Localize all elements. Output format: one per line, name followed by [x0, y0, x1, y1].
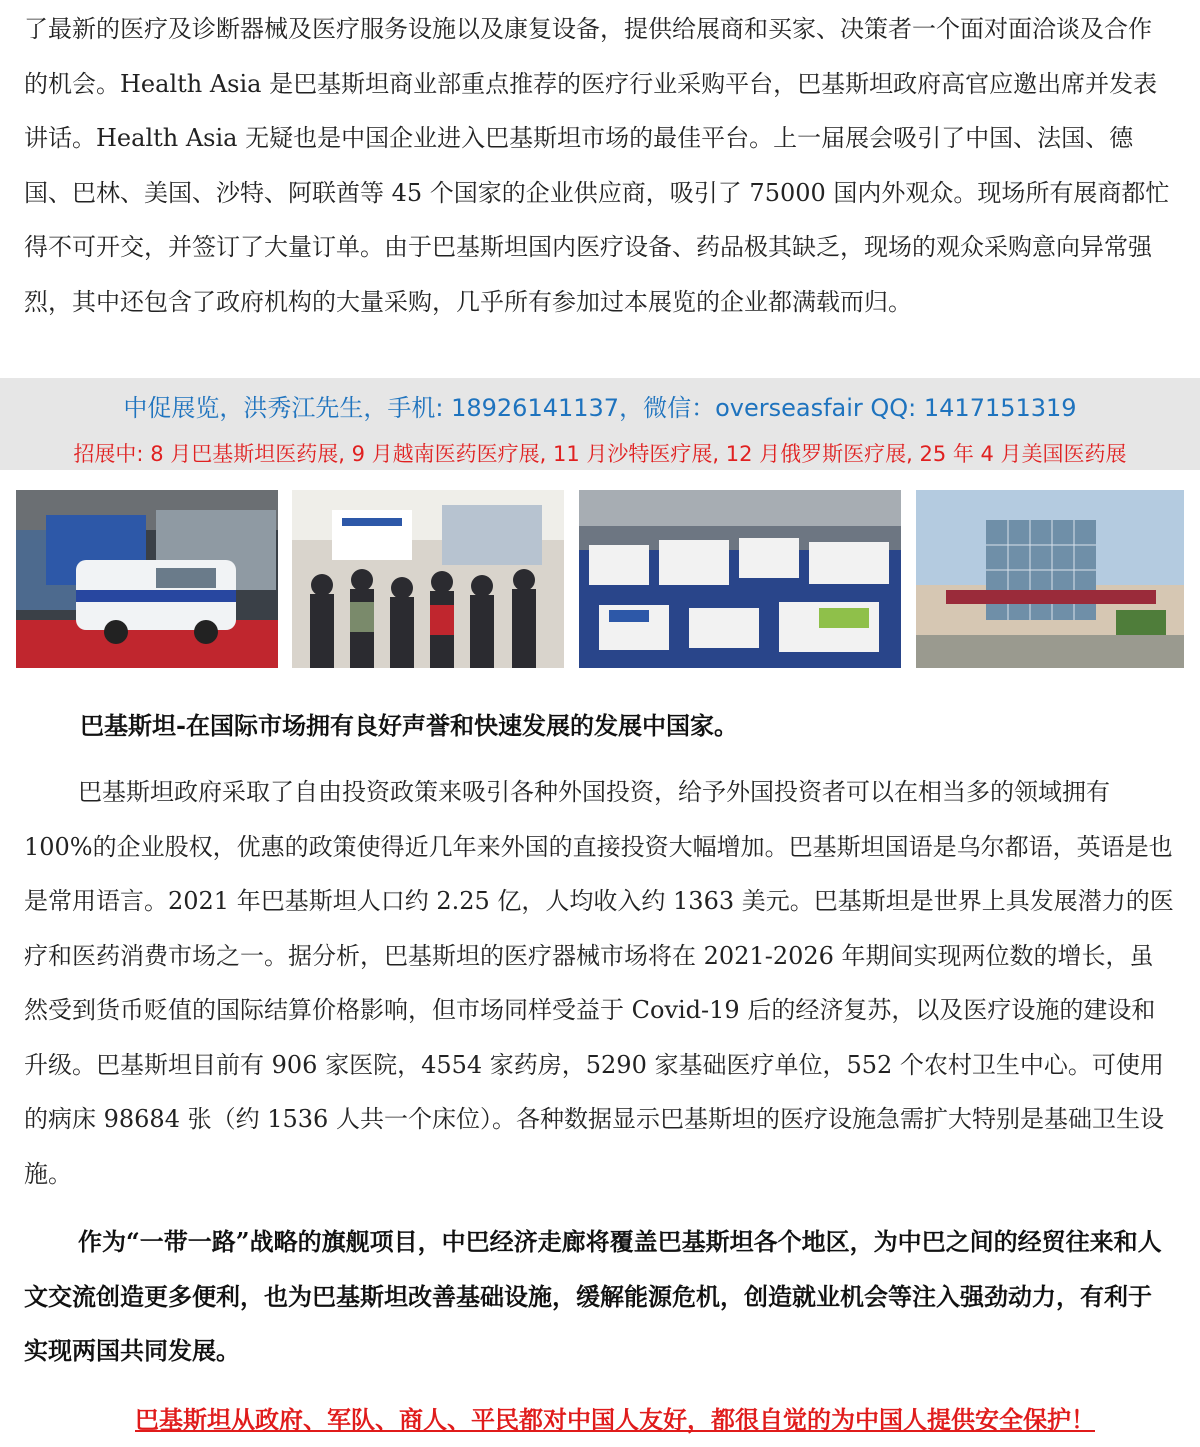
belt-road-paragraph: 作为“一带一路”战略的旗舰项目，中巴经济走廊将覆盖巴基斯坦各个地区，为中巴之间的经贸往来和人文交流创造更多便利，也为巴基斯坦改善基础设施，缓解能源危机，创造就业机会等注入强劲动力，有利于实现两国共同发展。 [24, 1227, 1162, 1365]
photo-exhibition-hall [579, 490, 901, 668]
photo-crowd-visitors [292, 490, 564, 668]
photo-ambulance-booth [16, 490, 278, 668]
photo-expo-centre-building [916, 490, 1184, 668]
contact-line: 中促展览，洪秀江先生，手机: 18926141137，微信：overseasfair QQ: 1417151319 [123, 394, 1077, 422]
market-paragraph: 巴基斯坦政府采取了自由投资政策来吸引各种外国投资，给予外国投资者可以在相当多的领域拥有 100%的企业股权，优惠的政策使得近几年来外国的直接投资大幅增加。巴基斯坦国语是乌尔都语，英语是也是常用语言。2021 年巴基斯坦人口约 2.25 亿，人均收入约 1363 美元。巴基斯坦是世界上具发展潜力的医疗和医药消费市场之一。据分析，巴基斯坦的医疗器械市场将在 2021-2026 年期间实现两位数的增长，虽然受到货币贬值的国际结算价格影响，但市场同样受益于 Covid-19 后的经济复苏，以及医疗设施的建设和升级。巴基斯坦目前有 906 家医院，4554 家药房，5290 家基础医疗单位，552 个农村卫生中心。可使用的病床 98684 张（约 1536 人共一个床位）。各种数据显示巴基斯坦的医疗设施急需扩大特别是基础卫生设施。 [24, 778, 1174, 1188]
recruitment-line: 招展中: 8 月巴基斯坦医药展, 9 月越南医药医疗展, 11 月沙特医疗展, 12 月俄罗斯医疗展, 25 年 4 月美国医药展 [73, 442, 1127, 466]
section-heading: 巴基斯坦-在国际市场拥有良好声誉和快速发展的发展中国家。 [80, 711, 738, 740]
intro-paragraph: 了最新的医疗及诊断器械及医疗服务设施以及康复设备，提供给展商和买家、决策者一个面对面洽谈及合作的机会。Health Asia 是巴基斯坦商业部重点推荐的医疗行业采购平台，巴基斯坦政府高官应邀出席并发表讲话。Health Asia 无疑也是中国企业进入巴基斯坦市场的最佳平台。上一届展会吸引了中国、法国、德国、巴林、美国、沙特、阿联酋等 45 个国家的企业供应商，吸引了 75000 国内外观众。现场所有展商都忙得不可开交，并签订了大量订单。由于巴基斯坦国内医疗设备、药品极其缺乏，现场的观众采购意向异常强烈，其中还包含了政府机构的大量采购，几乎所有参加过本展览的企业都满载而归。 [24, 15, 1170, 316]
closing-statement: 巴基斯坦从政府、军队、商人、平民都对中国人友好，都很自觉的为中国人提供安全保护！ [135, 1405, 1095, 1434]
